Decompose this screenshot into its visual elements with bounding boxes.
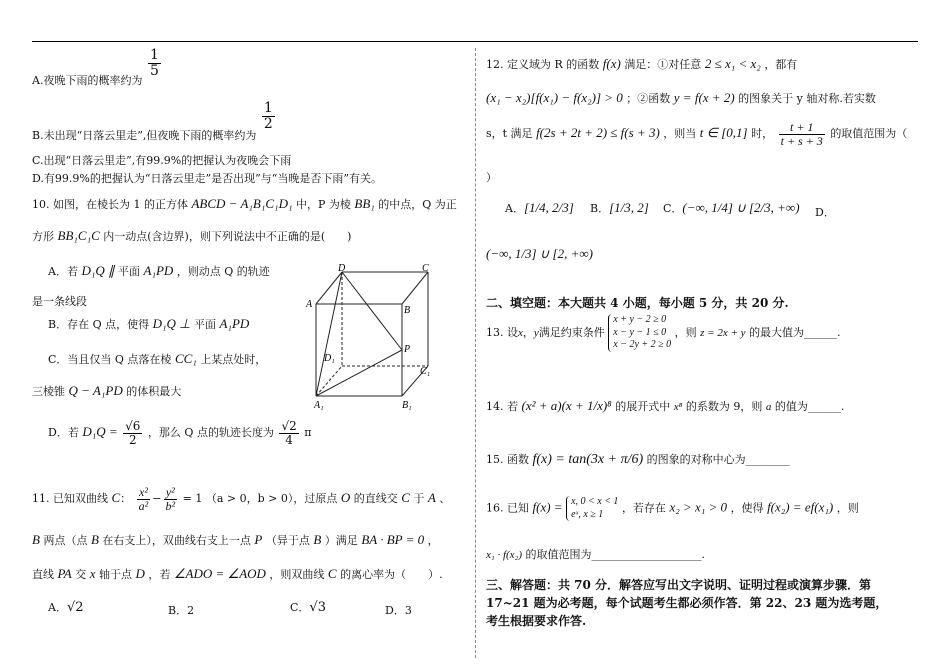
fraction: $\frac{\text{y²}}{\text{b²}}$ xyxy=(165,485,176,513)
q10-line2: 方形 BB₁C₁C 内一动点(含边界)，则下列说法中不正确的是( ) xyxy=(32,228,352,243)
q12-line3: s，t 满足 f(2s + 2t + 2) ≤ f(s + 3) ，则当 t ∈ [0,1] 时， $\frac{t + 1}{t + s + 3}$ 的取值范围为（ xyxy=(486,120,908,148)
q16-line2: x₁ · f(x₂) 的取值范围为____________________. xyxy=(486,548,706,561)
q10-option-a-cont: 是一条线段 xyxy=(32,295,87,308)
label-b1: B₁ xyxy=(402,400,412,411)
q11-line3: 直线 PA 交 x 轴于点 D ，若 ∠ADO = ∠AOD ，则双曲线 C 的离心率为（ ）. xyxy=(32,566,443,581)
q11-option-d: D．3 xyxy=(385,604,412,617)
label-c: C xyxy=(422,263,429,274)
piecewise-cases: x, 0 < x < 1 eˣ, x ≥ 1 xyxy=(566,496,618,521)
option-a-line: A.夜晚下雨的概率约为 $\frac{1}{5}$ xyxy=(32,47,159,88)
q15-line: 15. 函数 f(x) = tan(3x + π/6) 的图象的对称中心为________ xyxy=(486,452,790,467)
fraction: $\frac{t + 1}{t + s + 3}$ xyxy=(780,120,823,148)
q12-line1: 12. 定义域为 R 的函数 f(x) 满足：①对任意 2 ≤ x₁ < x₂ ，都有 xyxy=(486,56,798,71)
label-b: B xyxy=(404,305,411,316)
column-divider xyxy=(475,48,476,658)
label-p: P xyxy=(404,344,411,355)
cube-figure xyxy=(300,262,450,412)
q10-option-d: D．若 D₁Q = $\frac{√6}{2}$ ，那么 Q 点的轨迹长度为 $\frac{√2}{4}$ π xyxy=(48,419,312,447)
q12-option-d-value: (−∞, 1/3] ∪ [2, +∞) xyxy=(486,246,593,261)
section2-title: 二、填空题：本大题共 4 小题，每小题 5 分，共 20 分. xyxy=(486,296,789,310)
q12-option-d: D． xyxy=(815,206,835,219)
q11-line2: B 两点（点 B 在右支上），双曲线右支上一点 P （异于点 B ）满足 BA · BP = 0 ， xyxy=(32,532,439,547)
q11-line1: 11. 已知双曲线 C： $\frac{\text{x²}}{\text{a²}}$ − $\frac{\text{y²}}{\text{b²}}$ = 1 （a > 0，b > 0），过原点 O 的直线交 C 于 A 、 xyxy=(32,485,451,513)
q12-option-a: A．[1/4, 2/3] xyxy=(505,200,574,215)
fraction: $\frac{\text{x²}}{\text{a²}}$ xyxy=(138,485,149,513)
q12-line4: ） xyxy=(486,171,497,184)
q11-option-a: A．√2 xyxy=(48,600,84,615)
fraction: $\frac{√2}{4}$ xyxy=(281,419,297,447)
q10-option-b: B．存在 Q 点，使得 D₁Q ⊥ 平面 A₁PD xyxy=(48,316,250,331)
q12-option-b: B．[1/3, 2] xyxy=(590,200,649,215)
q13-line: 13. 设x，y满足约束条件 x + y − 2 ≥ 0 x − y − 1 ≤ 0 x − 2y + 2 ≥ 0 ，则 z = 2x + y 的最大值为______. xyxy=(486,314,841,350)
q12-option-c: C．(−∞, 1/4] ∪ [2/3, +∞) xyxy=(663,200,800,215)
label-d1: D₁ xyxy=(324,353,335,364)
q10-option-a: A．若 D₁Q ∥ 平面 A₁PD ，则动点 Q 的轨迹 xyxy=(48,263,270,278)
section3-line1: 三、解答题：共 70 分．解答应写出文字说明、证明过程或演算步骤．第 xyxy=(486,578,872,592)
option-c-line: C.出现“日落云里走”,有99.9%的把握认为夜晚会下雨 xyxy=(32,154,292,167)
q14-line: 14. 若 (x² + a)(x + 1/x)⁸ 的展开式中 x⁸ 的系数为 9，则 a 的值为______. xyxy=(486,398,845,413)
q10-option-c: C．当且仅当 Q 点落在棱 CC₁ 上某点处时， xyxy=(48,351,267,366)
q16-line1: 16. 已知 f(x) = x, 0 < x < 1 eˣ, x ≥ 1 ，若存在 x₂ > x₁ > 0 ，使得 f(x₂) = ef(x₁) ，则 xyxy=(486,496,859,520)
fraction: $\frac{1}{2}$ xyxy=(263,100,273,132)
top-rule xyxy=(32,41,918,42)
option-b-line: B.未出现“日落云里走”,但夜晚下雨的概率约为 $\frac{1}{2}$ xyxy=(32,100,273,143)
constraint-system: x + y − 2 ≥ 0 x − y − 1 ≤ 0 x − 2y + 2 ≥ 0 xyxy=(608,314,671,352)
fraction: $\frac{√6}{2}$ xyxy=(125,419,141,447)
label-c1: C₁ xyxy=(420,366,431,377)
label-d: D xyxy=(338,263,346,274)
fraction: $\frac{1}{5}$ xyxy=(149,47,159,79)
label-a: A xyxy=(306,299,313,310)
q10-line1: 10. 如图，在棱长为 1 的正方体 ABCD − A₁B₁C₁D₁ 中，P 为棱 BB₁ 的中点，Q 为正 xyxy=(32,196,457,211)
label-a1: A₁ xyxy=(314,400,324,411)
option-d-line: D.有99.9%的把握认为“日落云里走”是否出现”与“当晚是否下雨”有关。 xyxy=(32,172,382,185)
section3-line3: 考生根据要求作答. xyxy=(486,614,587,628)
q11-option-b: B．2 xyxy=(168,604,195,617)
q12-line2: (x₁ − x₂)[f(x₁) − f(x₂)] > 0 ；②函数 y = f(x + 2) 的图象关于 y 轴对称.若实数 xyxy=(486,90,876,105)
q11-option-c: C．√3 xyxy=(290,600,326,615)
section3-line2: 17~21 题为必考题，每个试题考生都必须作答．第 22、23 题为选考题， xyxy=(486,596,888,610)
q10-option-c-cont: 三棱锥 Q − A₁PD 的体积最大 xyxy=(32,383,182,398)
